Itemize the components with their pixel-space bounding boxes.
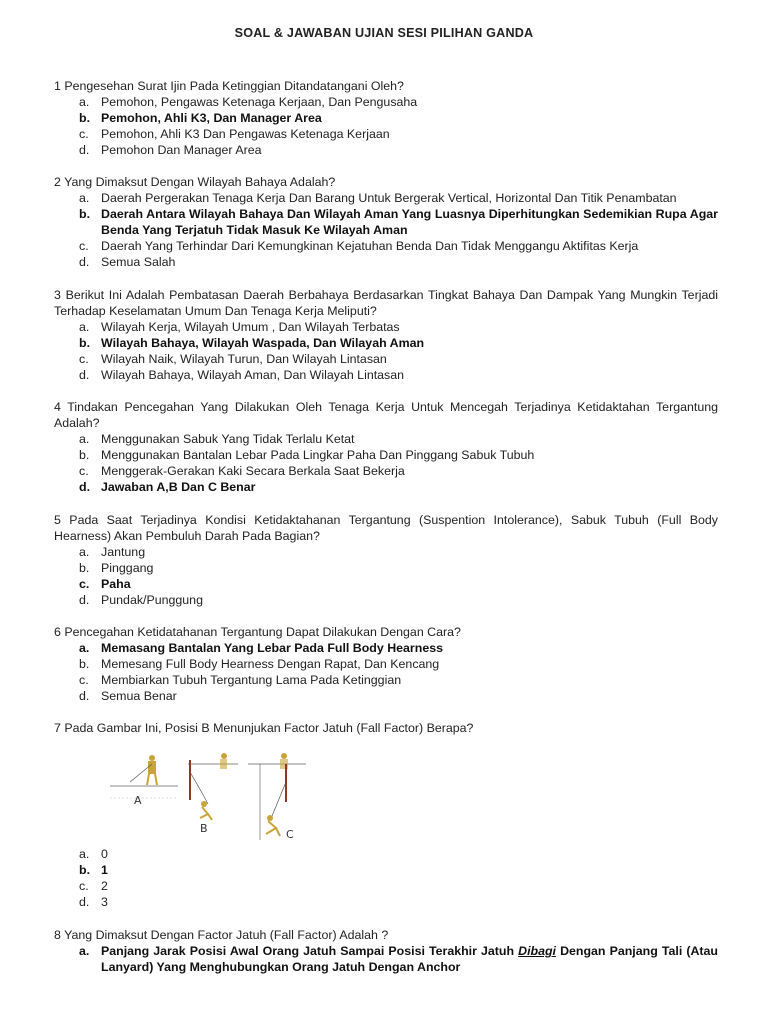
question-5 (54, 512, 718, 608)
panel-b (188, 753, 238, 835)
question-text: 8 Yang Dimaksut Dengan Factor Jatuh (Fall Factor) Adalah ? (54, 928, 389, 942)
option-d: d. Wilayah Bahaya, Wilayah Aman, Dan Wilayah Lintasan (79, 368, 405, 382)
option-d-correct: d. Jawaban A,B Dan C Benar (79, 480, 256, 494)
option-b-correct: b. Daerah Antara Wilayah Bahaya Dan Wilayah Aman Yang Luasnya Diperhitungkan Sedemikian Rupa Agar Benda Yang Terjatuh Tidak Masuk Ke Wilayah Aman (79, 207, 718, 237)
option-b: b. Pinggang (79, 561, 154, 575)
page-title: SOAL & JAWABAN UJIAN SESI PILIHAN GANDA (234, 26, 534, 40)
option-c-correct: c. Paha (79, 577, 131, 591)
option-a: a. Jantung (79, 545, 146, 559)
option-c: c. Membiarkan Tubuh Tergantung Lama Pada Ketinggian (79, 673, 402, 687)
label-b: B (200, 822, 208, 835)
question-text: 6 Pencegahan Ketidatahanan Tergantung Dapat Dilakukan Dengan Cara? (54, 625, 461, 639)
question-4 (54, 399, 718, 495)
question-text: 3 Berikut Ini Adalah Pembatasan Daerah Berbahaya Berdasarkan Tingkat Bahaya Dan Dampak Yang Mungkin Terjadi Terhadap Keselamatan Umum Dan Tenaga Kerja Meliputi? (54, 288, 718, 318)
question-2 (54, 174, 718, 270)
option-b-correct: b. Wilayah Bahaya, Wilayah Waspada, Dan Wilayah Aman (79, 336, 425, 350)
option-d: d. Semua Salah (79, 255, 176, 269)
option-a: a. Pemohon, Pengawas Ketenaga Kerjaan, Dan Pengusaha (79, 95, 418, 109)
option-b-correct: b. 1 (79, 863, 108, 877)
option-c: c. Wilayah Naik, Wilayah Turun, Dan Wilayah Lintasan (79, 352, 387, 366)
option-b: b. Menggunakan Bantalan Lebar Pada Lingkar Paha Dan Pinggang Sabuk Tubuh (79, 448, 535, 462)
question-3 (54, 287, 718, 383)
option-d: d. Pundak/Punggung (79, 593, 203, 607)
option-a-correct: a. Memasang Bantalan Yang Lebar Pada Full Body Hearness (79, 641, 444, 655)
option-c: c. Menggerak-Gerakan Kaki Secara Berkala Saat Bekerja (79, 464, 405, 478)
panel-a (110, 755, 178, 807)
option-d: d. 3 (79, 895, 108, 909)
emphasis-dibagi: Dibagi (518, 944, 556, 958)
option-a: a. Daerah Pergerakan Tenaga Kerja Dan Barang Untuk Bergerak Vertical, Horizontal Dan Titik Penambatan (79, 191, 677, 205)
question-7-options (54, 846, 718, 910)
question-text: 4 Tindakan Pencegahan Yang Dilakukan Oleh Tenaga Kerja Untuk Mencegah Terjadinya Ketidaktahan Tergantung Adalah? (54, 400, 718, 430)
option-b: b. Memesang Full Body Hearness Dengan Rapat, Dan Kencang (79, 657, 440, 671)
fall-factor-figure (108, 752, 308, 848)
question-text: 7 Pada Gambar Ini, Posisi B Menunjukan Factor Jatuh (Fall Factor) Berapa? (54, 721, 474, 735)
option-b-correct: b. Pemohon, Ahli K3, Dan Manager Area (79, 111, 322, 125)
option-c: c. Pemohon, Ahli K3 Dan Pengawas Ketenaga Kerjaan (79, 127, 390, 141)
fall-factor-illustration (108, 752, 308, 844)
question-text: 1 Pengesehan Surat Ijin Pada Ketinggian Ditandatangani Oleh? (54, 79, 404, 93)
label-c: C (286, 828, 294, 841)
question-8 (54, 927, 718, 975)
label-a: A (134, 794, 142, 807)
question-6 (54, 624, 718, 704)
option-c: c. Daerah Yang Terhindar Dari Kemungkinan Kejatuhan Benda Dan Tidak Menggangu Aktifitas Kerja (79, 239, 639, 253)
option-d: d. Pemohon Dan Manager Area (79, 143, 262, 157)
question-text: 5 Pada Saat Terjadinya Kondisi Ketidaktahanan Tergantung (Suspention Intolerance), Sabuk Tubuh (Full Body Hearness) Akan Pembuluh Darah Pada Bagian? (54, 513, 718, 543)
panel-c (248, 753, 306, 841)
question-7 (54, 720, 718, 736)
question-1 (54, 78, 718, 158)
option-a: a. Menggunakan Sabuk Yang Tidak Terlalu Ketat (79, 432, 355, 446)
option-c: c. 2 (79, 879, 108, 893)
question-text: 2 Yang Dimaksut Dengan Wilayah Bahaya Adalah? (54, 175, 336, 189)
option-d: d. Semua Benar (79, 689, 177, 703)
option-a: a. Wilayah Kerja, Wilayah Umum , Dan Wilayah Terbatas (79, 320, 400, 334)
option-a-correct: a. Panjang Jarak Posisi Awal Orang Jatuh Sampai Posisi Terakhir Jatuh Dibagi Dengan Panjang Tali (Atau Lanyard) Yang Menghubungkan Orang Jatuh Dengan Anchor (79, 944, 718, 974)
option-a: a. 0 (79, 847, 108, 861)
